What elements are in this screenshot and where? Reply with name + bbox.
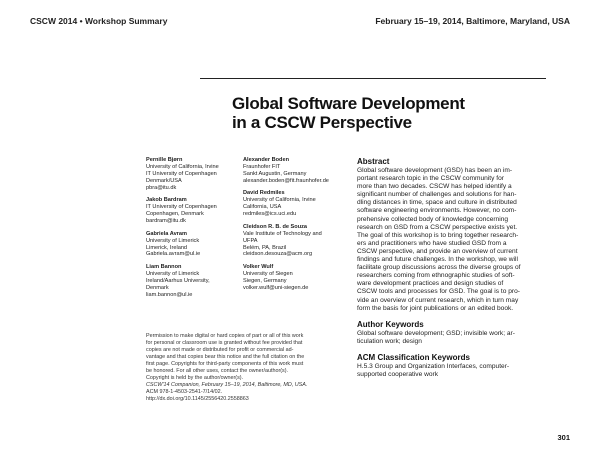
keywords-line: Global software development; GSD; invisible work; ar- bbox=[357, 329, 515, 337]
permission-line: be honored. For all other uses, contact the owner/author(s). bbox=[146, 368, 289, 374]
permission-notice bbox=[146, 333, 352, 403]
abstract-line: dling distances in time, space and culture in distributed bbox=[357, 199, 517, 207]
permission-line: first page. Copyrights for third-party components of this work must bbox=[146, 361, 304, 367]
author-location: Sankt Augustin, Germany bbox=[243, 170, 307, 177]
author-name: Liam Bannon bbox=[146, 264, 182, 271]
keywords-heading: Author Keywords bbox=[357, 319, 424, 329]
title-rule bbox=[200, 78, 546, 79]
author-name: Pernille Bjørn bbox=[146, 157, 183, 163]
author-block bbox=[243, 224, 347, 259]
running-header-right: February 15–19, 2014, Baltimore, Maryland, USA bbox=[375, 16, 570, 26]
author-affiliation: University of California, Irvine bbox=[146, 163, 219, 170]
abstract-line: CSCW tools and processes for GSD. The goal is to pro- bbox=[357, 288, 520, 296]
acm-classification-heading: ACM Classification Keywords bbox=[357, 352, 470, 362]
author-name: David Redmiles bbox=[243, 190, 285, 197]
author-email: redmiles@ics.uci.edu bbox=[243, 211, 297, 218]
author-email: cleidson.desouza@acm.org bbox=[243, 251, 313, 258]
permission-line: vantage and that copies bear this notice and the full citation on the bbox=[146, 354, 305, 360]
author-affiliation: UFPA bbox=[243, 237, 258, 244]
abstract-heading: Abstract bbox=[357, 157, 390, 166]
author-location: Limerick, Ireland bbox=[146, 244, 188, 251]
author-affiliation: IT University of Copenhagen bbox=[146, 204, 217, 211]
abstract-text bbox=[357, 167, 567, 313]
abstract-line: prehensive collected body of knowledge concerning bbox=[357, 215, 509, 223]
author-affiliation: University of Limerick bbox=[146, 271, 200, 278]
abstract-line: vide an overview of current research, which in turn may bbox=[357, 296, 519, 304]
author-block bbox=[243, 264, 347, 292]
abstract-line: ware development practices and design studies of bbox=[357, 280, 504, 288]
abstract-line: software engineering environments. However, no com- bbox=[357, 207, 517, 215]
abstract-line: significant number of challenges and solutions for han- bbox=[357, 191, 517, 199]
conference-citation: CSCW'14 Companion, February 15–19, 2014, Baltimore, MD, USA. bbox=[146, 382, 308, 388]
abstract-line: more than two decades. CSCW has helped identify a bbox=[357, 183, 512, 191]
author-block bbox=[146, 264, 238, 299]
author-location: Copenhagen, Denmark bbox=[146, 211, 204, 218]
paper-title bbox=[232, 94, 532, 132]
abstract-line: findings and future challenges. In the workshop, we will bbox=[357, 256, 518, 264]
author-block bbox=[243, 190, 347, 218]
abstract-line: research on GSD from a CSCW perspective exists yet. bbox=[357, 223, 518, 231]
permission-line: copies are not made or distributed for profit or commercial ad- bbox=[146, 347, 294, 353]
author-email: volker.wulf@uni-siegen.de bbox=[243, 284, 309, 291]
author-affiliation: Ireland/Aarhus University, bbox=[146, 277, 210, 284]
abstract-line: researchers coming from ethnographic studies of soft- bbox=[357, 272, 515, 280]
author-name: Gabriela Avram bbox=[146, 230, 187, 237]
abstract-line: portant research topic in the CSCW community for bbox=[357, 175, 504, 183]
author-affiliation: University of Siegen bbox=[243, 271, 293, 278]
author-affiliation: Fraunhofer FIT bbox=[243, 163, 281, 170]
author-email: bardram@itu.dk bbox=[146, 218, 186, 225]
author-affiliation: Vale Institute of Technology and bbox=[243, 230, 322, 237]
author-affiliation: University of California, Irvine bbox=[243, 197, 316, 204]
abstract-line: facilitate group discussions across the diverse groups of bbox=[357, 264, 521, 272]
acm-isbn: ACM 978-1-4503-2541-7/14/02. bbox=[146, 389, 223, 395]
author-location: Denmark bbox=[146, 284, 169, 291]
acm-line: H.5.3 Group and Organization Interfaces, computer- bbox=[357, 362, 510, 370]
abstract-line: ers and practitioners who have studied GSD from a bbox=[357, 239, 507, 247]
abstract-line: Global software development (GSD) has been an im- bbox=[357, 167, 513, 174]
permission-line: Permission to make digital or hard copies of part or all of this work bbox=[146, 333, 304, 339]
author-location: California, USA bbox=[243, 204, 282, 211]
abstract-line: form the basis for joint publications or an edited book. bbox=[357, 304, 514, 312]
author-location: Belém, PA, Brazil bbox=[243, 244, 287, 251]
page-number: 301 bbox=[557, 433, 570, 442]
acm-line: supported cooperative work bbox=[357, 370, 439, 378]
permission-line: Copyright is held by the author/owner(s). bbox=[146, 375, 244, 381]
author-name: Alexander Boden bbox=[243, 157, 290, 163]
section-gap bbox=[357, 346, 567, 353]
author-column-right bbox=[243, 157, 347, 298]
author-name: Cleidson R. B. de Souza bbox=[243, 223, 308, 230]
running-header-left: CSCW 2014 • Workshop Summary bbox=[30, 16, 168, 26]
author-block bbox=[243, 157, 347, 185]
title-line-1: Global Software Development bbox=[232, 94, 465, 113]
author-affiliation: University of Limerick bbox=[146, 237, 200, 244]
keywords-line: ticulation work; design bbox=[357, 337, 422, 345]
author-email: alexander.boden@fit.fraunhofer.de bbox=[243, 177, 329, 184]
author-block bbox=[146, 157, 238, 192]
author-block bbox=[146, 231, 238, 259]
author-affiliation: IT University of Copenhagen bbox=[146, 170, 217, 177]
keywords-text bbox=[357, 330, 567, 346]
author-column-left bbox=[146, 157, 238, 305]
section-gap bbox=[357, 313, 567, 320]
author-email: liam.bannon@ul.ie bbox=[146, 291, 193, 298]
doi-link[interactable]: http://dx.doi.org/10.1145/2556420.2558863 bbox=[146, 396, 249, 402]
author-name: Jakob Bardram bbox=[146, 197, 187, 204]
right-column bbox=[357, 157, 567, 379]
acm-classification-text bbox=[357, 363, 567, 379]
author-location: Siegen, Germany bbox=[243, 277, 287, 284]
author-name: Volker Wulf bbox=[243, 264, 274, 271]
author-block bbox=[146, 197, 238, 225]
author-location: Denmark/USA bbox=[146, 177, 182, 184]
permission-line: for personal or classroom use is granted without fee provided that bbox=[146, 340, 303, 346]
author-email: Gabriela.avram@ul.ie bbox=[146, 251, 201, 258]
abstract-line: The goal of this workshop is to bring together research- bbox=[357, 231, 519, 239]
title-line-2: in a CSCW Perspective bbox=[232, 113, 412, 132]
author-email: pbra@itu.dk bbox=[146, 184, 177, 191]
abstract-line: CSCW perspective, and provide an overview of current bbox=[357, 247, 518, 255]
